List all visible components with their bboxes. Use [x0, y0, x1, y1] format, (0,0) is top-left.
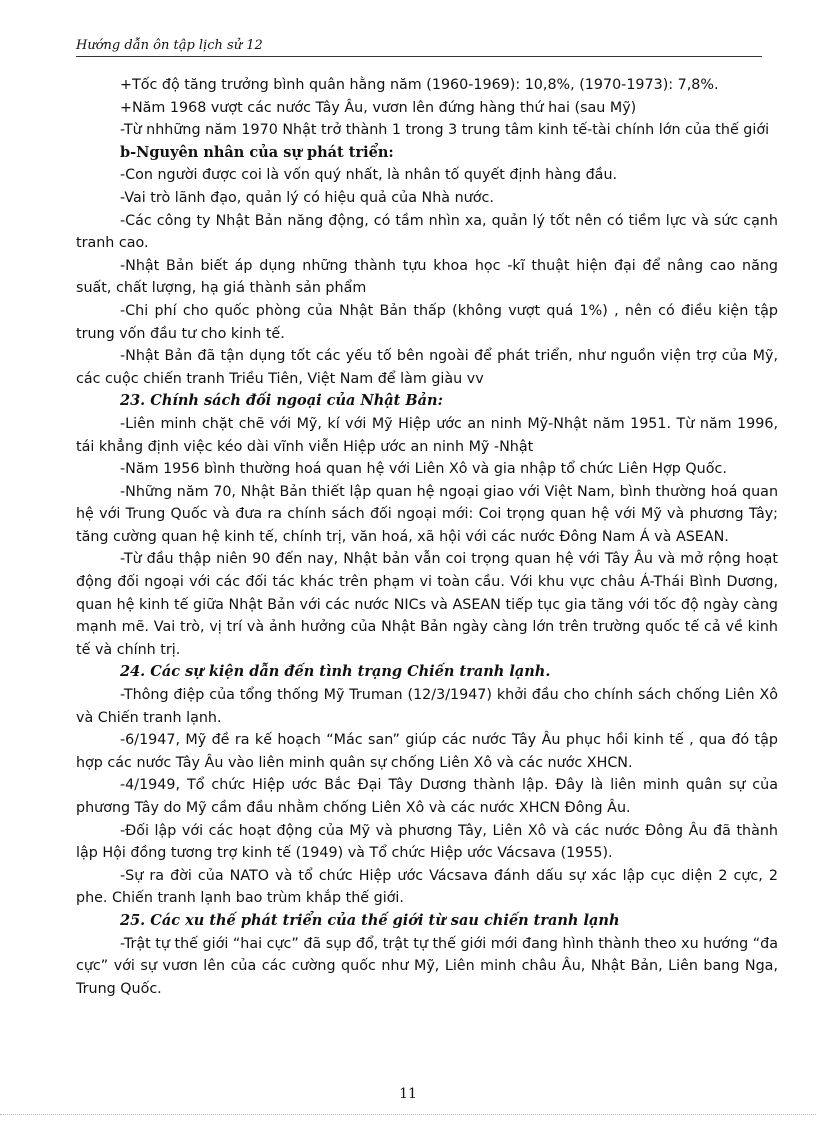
paragraph: -Vai trò lãnh đạo, quản lý có hiệu quả của Nhà nước. [120, 189, 494, 206]
paragraph: -Từ đầu thập niên 90 đến nay, Nhật bản vẫn coi trọng quan hệ với Tây Âu và mở rộng hoạt động đối ngoại với các đối tác khác trên phạm vi toàn cầu. Với khu vực châu Á-Thái Bình Dương, quan hệ kinh tế giữa Nhật Bản với các nước NICs và ASEAN tiếp tục gia tăng với tốc độ ngày càng mạnh mẽ. Vai trò, vị trí và ảnh hưởng của Nhật Bản ngày càng lớn trên trường quốc tế cả về kinh tế và chính trị. [76, 551, 778, 658]
paragraph: -Chi phí cho quốc phòng của Nhật Bản thấp (không vượt quá 1%) , nên có điều kiện tập trung vốn đầu tư cho kinh tế. [76, 302, 778, 342]
paragraph: +Năm 1968 vượt các nước Tây Âu, vươn lên đứng hàng thứ hai (sau Mỹ) [120, 99, 637, 116]
paragraph: -Từ nhhững năm 1970 Nhật trở thành 1 trong 3 trung tâm kinh tế-tài chính lớn của thế giới [120, 122, 770, 139]
paragraph: -Trật tự thế giới “hai cực” đã sụp đổ, trật tự thế giới mới đang hình thành theo xu hướng “đa cực” với sự vươn lên của các cường quốc như Mỹ, Liên minh châu Âu, Nhật Bản, Liên bang Nga, Trung Quốc. [76, 935, 778, 997]
page-number: 11 [399, 1086, 417, 1102]
section-heading-23: 23. Chính sách đối ngoại của Nhật Bản: [120, 392, 443, 410]
paragraph: -Con người được coi là vốn quý nhất, là nhân tố quyết định hàng đầu. [120, 167, 618, 184]
page-header: Hướng dẫn ôn tập lịch sử 12 [76, 38, 762, 57]
paragraph: -Những năm 70, Nhật Bản thiết lập quan hệ ngoại giao với Việt Nam, bình thường hoá quan hệ với Trung Quốc và đưa ra chính sách đối ngoại mới: Coi trọng quan hệ với Mỹ và phương Tây; tăng cường quan hệ kinh tế, chính trị, văn hoá, xã hội với các nước Đông Nam Á và ASEAN. [76, 483, 778, 545]
paragraph: -6/1947, Mỹ đề ra kế hoạch “Mác san” giúp các nước Tây Âu phục hồi kinh tế , qua đó tập hợp các nước Tây Âu vào liên minh quân sự chống Liên Xô và các nước XHCN. [76, 732, 778, 771]
paragraph: -Nhật Bản đã tận dụng tốt các yếu tố bên ngoài để phát triển, như nguồn viện trợ của Mỹ, các cuộc chiến tranh Triều Tiên, Việt Nam để làm giàu vv [76, 348, 778, 387]
section-heading-24: 24. Các sự kiện dẫn đến tình trạng Chiến tranh lạnh. [120, 663, 551, 681]
paragraph: -Sự ra đời của NATO và tổ chức Hiệp ước Vácsava đánh dấu sự xác lập cục diện 2 cực, 2 phe. Chiến tranh lạnh bao trùm khắp thế giới. [76, 867, 778, 907]
paragraph: -Năm 1956 bình thường hoá quan hệ với Liên Xô và gia nhập tổ chức Liên Hợp Quốc. [120, 461, 727, 478]
paragraph: -Liên minh chặt chẽ với Mỹ, kí với Mỹ Hiệp ước an ninh Mỹ-Nhật năm 1951. Từ năm 1996, tái khẳng định việc kéo dài vĩnh viễn Hiệp ước an ninh Mỹ -Nhật [76, 415, 778, 455]
section-heading-b: b-Nguyên nhân của sự phát triển: [120, 143, 394, 161]
section-heading-25: 25. Các xu thế phát triển của thế giới từ sau chiến tranh lạnh [120, 911, 620, 929]
paragraph: -Thông điệp của tổng thống Mỹ Truman (12/3/1947) khởi đầu cho chính sách chống Liên Xô và Chiến tranh lạnh. [76, 687, 778, 726]
paragraph: -Nhật Bản biết áp dụng những thành tựu khoa học -kĩ thuật hiện đại để nâng cao năng suất, chất lượng, hạ giá thành sản phẩm [76, 257, 778, 297]
paragraph: -Đối lập với các hoạt động của Mỹ và phương Tây, Liên Xô và các nước Đông Âu đã thành lập Hội đồng tương trợ kinh tế (1949) và Tổ chức Hiệp ước Vácsava (1955). [76, 822, 778, 862]
document-body [76, 74, 778, 1000]
paragraph: -4/1949, Tổ chức Hiệp ước Bắc Đại Tây Dương thành lập. Đây là liên minh quân sự của phương Tây do Mỹ cầm đầu nhằm chống Liên Xô và các nước XHCN Đông Âu. [76, 777, 778, 816]
paragraph: +Tốc độ tăng trưởng bình quân hằng năm (1960-1969): 10,8%, (1970-1973): 7,8%. [120, 77, 719, 93]
footer-divider [0, 1114, 816, 1115]
paragraph: -Các công ty Nhật Bản năng động, có tầm nhìn xa, quản lý tốt nên có tiềm lực và sức cạnh tranh cao. [76, 212, 778, 252]
